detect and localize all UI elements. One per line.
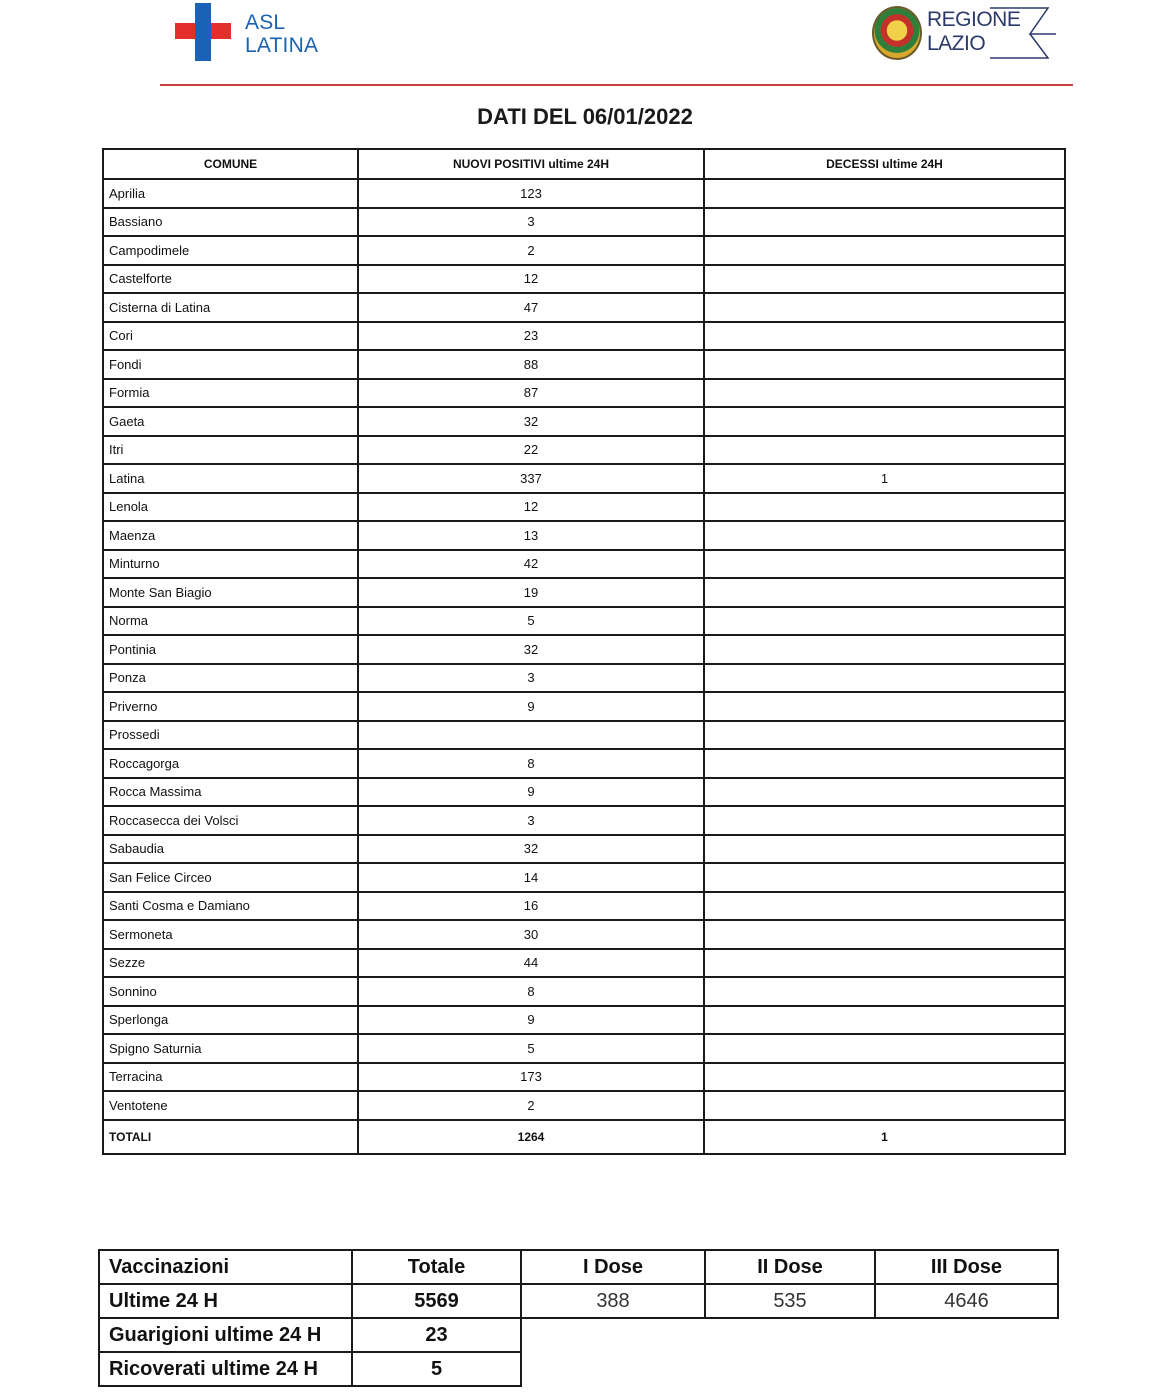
decessi-cell	[704, 1091, 1065, 1120]
positivi-cell: 9	[358, 692, 704, 721]
positivi-cell: 3	[358, 664, 704, 693]
asl-logo-text	[245, 11, 318, 57]
comune-cell: Roccagorga	[103, 749, 358, 778]
comune-cell: Spigno Saturnia	[103, 1034, 358, 1063]
comune-cell: Campodimele	[103, 236, 358, 265]
comune-cell: Sabaudia	[103, 835, 358, 864]
header-decessi: DECESSI ultime 24H	[704, 149, 1065, 179]
positivi-cell: 88	[358, 350, 704, 379]
positivi-cell: 87	[358, 379, 704, 408]
comune-cell: Ponza	[103, 664, 358, 693]
table-row	[103, 407, 1065, 436]
positivi-cell: 22	[358, 436, 704, 465]
comune-cell: Monte San Biagio	[103, 578, 358, 607]
ricoverati-row	[99, 1352, 1058, 1386]
table-header-row	[103, 149, 1065, 179]
positivi-cell: 19	[358, 578, 704, 607]
table-row	[103, 949, 1065, 978]
comune-cell: Roccasecca dei Volsci	[103, 806, 358, 835]
decessi-cell	[704, 1034, 1065, 1063]
table-row	[103, 550, 1065, 579]
asl-latina-logo	[175, 3, 335, 65]
positivi-cell: 32	[358, 407, 704, 436]
vax-header-row	[99, 1250, 1058, 1284]
asl-logo-line1: ASL	[245, 11, 286, 34]
decessi-cell	[704, 863, 1065, 892]
positivi-cell: 30	[358, 920, 704, 949]
vax-dose3-value: 4646	[875, 1284, 1058, 1318]
comune-cell: Cisterna di Latina	[103, 293, 358, 322]
table-row	[103, 464, 1065, 493]
positivi-cell: 13	[358, 521, 704, 550]
decessi-cell	[704, 635, 1065, 664]
decessi-cell	[704, 293, 1065, 322]
comune-cell: Pontinia	[103, 635, 358, 664]
vax-label-line1: Vaccinazioni	[99, 1250, 352, 1284]
decessi-cell	[704, 607, 1065, 636]
comune-cell: Prossedi	[103, 721, 358, 750]
table-row	[103, 493, 1065, 522]
decessi-cell	[704, 778, 1065, 807]
positivi-cell: 3	[358, 208, 704, 237]
table-row	[103, 179, 1065, 208]
table-row	[103, 806, 1065, 835]
positivi-cell: 12	[358, 493, 704, 522]
regione-lazio-logo	[870, 2, 1070, 62]
table-row	[103, 1006, 1065, 1035]
comune-cell: Maenza	[103, 521, 358, 550]
vaccinations-table	[98, 1249, 1059, 1387]
table-row	[103, 664, 1065, 693]
comune-cell: Terracina	[103, 1063, 358, 1092]
positivi-cell: 44	[358, 949, 704, 978]
table-row	[103, 1034, 1065, 1063]
header-comune: COMUNE	[103, 149, 358, 179]
comune-cell: Priverno	[103, 692, 358, 721]
comuni-table-body	[103, 179, 1065, 1154]
totals-label: TOTALI	[103, 1120, 358, 1154]
decessi-cell	[704, 1063, 1065, 1092]
comune-cell: Sperlonga	[103, 1006, 358, 1035]
comuni-table	[102, 148, 1066, 1155]
positivi-cell: 337	[358, 464, 704, 493]
positivi-cell: 16	[358, 892, 704, 921]
vax-totale-value: 5569	[352, 1284, 521, 1318]
table-row	[103, 892, 1065, 921]
positivi-cell: 2	[358, 236, 704, 265]
comune-cell: San Felice Circeo	[103, 863, 358, 892]
comune-cell: Aprilia	[103, 179, 358, 208]
comune-cell: Gaeta	[103, 407, 358, 436]
positivi-cell: 32	[358, 635, 704, 664]
decessi-cell: 1	[704, 464, 1065, 493]
totals-positivi: 1264	[358, 1120, 704, 1154]
decessi-cell	[704, 179, 1065, 208]
positivi-cell: 5	[358, 607, 704, 636]
document-title: DATI DEL 06/01/2022	[477, 104, 693, 129]
comune-cell: Minturno	[103, 550, 358, 579]
comune-cell: Sermoneta	[103, 920, 358, 949]
table-row	[103, 208, 1065, 237]
decessi-cell	[704, 265, 1065, 294]
positivi-cell: 3	[358, 806, 704, 835]
comune-cell: Castelforte	[103, 265, 358, 294]
vax-label-line2: Ultime 24 H	[99, 1284, 352, 1318]
decessi-cell	[704, 892, 1065, 921]
positivi-cell: 8	[358, 977, 704, 1006]
table-row	[103, 436, 1065, 465]
decessi-cell	[704, 521, 1065, 550]
positivi-cell	[358, 721, 704, 750]
table-row	[103, 607, 1065, 636]
table-row	[103, 635, 1065, 664]
positivi-cell: 42	[358, 550, 704, 579]
table-row	[103, 1091, 1065, 1120]
comune-cell: Norma	[103, 607, 358, 636]
vax-values-row	[99, 1284, 1058, 1318]
decessi-cell	[704, 407, 1065, 436]
decessi-cell	[704, 350, 1065, 379]
decessi-cell	[704, 721, 1065, 750]
table-row	[103, 863, 1065, 892]
lazio-logo-line2: LAZIO	[927, 32, 986, 55]
table-row	[103, 920, 1065, 949]
vax-dose1-value: 388	[521, 1284, 705, 1318]
comune-cell: Rocca Massima	[103, 778, 358, 807]
comune-cell: Cori	[103, 322, 358, 351]
decessi-cell	[704, 949, 1065, 978]
vax-totale-header: Totale	[352, 1250, 521, 1284]
positivi-cell: 8	[358, 749, 704, 778]
decessi-cell	[704, 806, 1065, 835]
decessi-cell	[704, 493, 1065, 522]
positivi-cell: 12	[358, 265, 704, 294]
totals-row	[103, 1120, 1065, 1154]
positivi-cell: 173	[358, 1063, 704, 1092]
comune-cell: Lenola	[103, 493, 358, 522]
decessi-cell	[704, 208, 1065, 237]
decessi-cell	[704, 322, 1065, 351]
positivi-cell: 23	[358, 322, 704, 351]
comune-cell: Fondi	[103, 350, 358, 379]
regione-emblem-icon	[872, 6, 922, 60]
comune-cell: Sonnino	[103, 977, 358, 1006]
comune-cell: Ventotene	[103, 1091, 358, 1120]
table-row	[103, 578, 1065, 607]
table-row	[103, 236, 1065, 265]
decessi-cell	[704, 379, 1065, 408]
table-row	[103, 835, 1065, 864]
table-row	[103, 749, 1065, 778]
decessi-cell	[704, 692, 1065, 721]
comune-cell: Bassiano	[103, 208, 358, 237]
decessi-cell	[704, 835, 1065, 864]
comune-cell: Formia	[103, 379, 358, 408]
table-row	[103, 692, 1065, 721]
comune-cell: Itri	[103, 436, 358, 465]
table-row	[103, 977, 1065, 1006]
decessi-cell	[704, 920, 1065, 949]
ricoverati-label: Ricoverati ultime 24 H	[99, 1352, 352, 1386]
decessi-cell	[704, 664, 1065, 693]
guarigioni-label: Guarigioni ultime 24 H	[99, 1318, 352, 1352]
guarigioni-row	[99, 1318, 1058, 1352]
header-positivi: NUOVI POSITIVI ultime 24H	[358, 149, 704, 179]
decessi-cell	[704, 977, 1065, 1006]
lazio-logo-lines-icon	[990, 6, 1060, 62]
vax-dose2-value: 535	[705, 1284, 875, 1318]
table-row	[103, 350, 1065, 379]
positivi-cell: 123	[358, 179, 704, 208]
asl-logo-line2: LATINA	[245, 34, 319, 57]
table-row	[103, 721, 1065, 750]
positivi-cell: 14	[358, 863, 704, 892]
positivi-cell: 32	[358, 835, 704, 864]
table-row	[103, 1063, 1065, 1092]
positivi-cell: 9	[358, 1006, 704, 1035]
decessi-cell	[704, 436, 1065, 465]
positivi-cell: 9	[358, 778, 704, 807]
guarigioni-value: 23	[352, 1318, 521, 1352]
vax-dose3-header: III Dose	[875, 1250, 1058, 1284]
lazio-logo-line1: REGIONE	[927, 8, 1021, 31]
vax-dose2-header: II Dose	[705, 1250, 875, 1284]
vax-dose1-header: I Dose	[521, 1250, 705, 1284]
ricoverati-value: 5	[352, 1352, 521, 1386]
table-row	[103, 379, 1065, 408]
table-row	[103, 322, 1065, 351]
red-cross-icon	[175, 3, 231, 61]
decessi-cell	[704, 1006, 1065, 1035]
table-row	[103, 293, 1065, 322]
positivi-cell: 47	[358, 293, 704, 322]
decessi-cell	[704, 550, 1065, 579]
comune-cell: Sezze	[103, 949, 358, 978]
totals-decessi: 1	[704, 1120, 1065, 1154]
positivi-cell: 5	[358, 1034, 704, 1063]
decessi-cell	[704, 236, 1065, 265]
table-row	[103, 265, 1065, 294]
comune-cell: Latina	[103, 464, 358, 493]
table-row	[103, 778, 1065, 807]
header-divider	[160, 84, 1073, 86]
table-row	[103, 521, 1065, 550]
decessi-cell	[704, 578, 1065, 607]
positivi-cell: 2	[358, 1091, 704, 1120]
decessi-cell	[704, 749, 1065, 778]
comune-cell: Santi Cosma e Damiano	[103, 892, 358, 921]
